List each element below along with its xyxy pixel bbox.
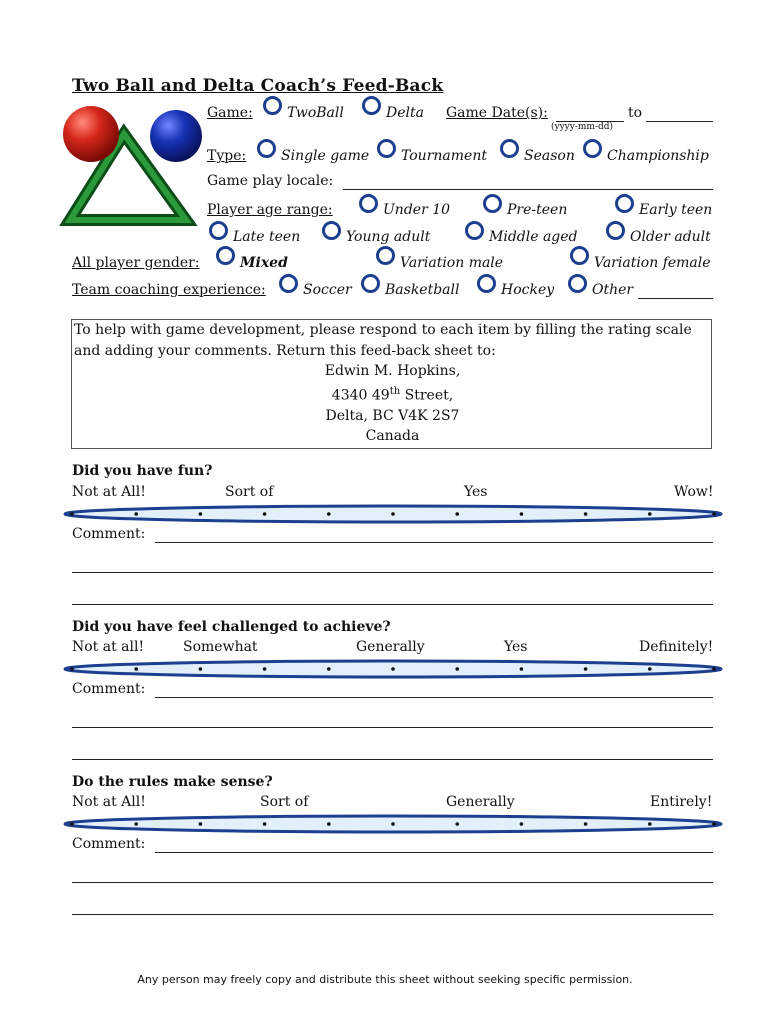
q1-label-1: Sort of (225, 484, 274, 500)
option-variation-female: Variation female (594, 255, 711, 271)
footer-note: Any person may freely copy and distribute this sheet without seeking specific permission. (137, 973, 633, 986)
scale-point[interactable] (584, 512, 588, 516)
red-ball-icon (63, 106, 119, 162)
question-1: Did you have fun? (72, 463, 213, 479)
q3-rating-scale[interactable] (62, 812, 724, 836)
scale-point[interactable] (327, 822, 331, 826)
age-label: Player age range: (207, 202, 333, 218)
option-young-adult: Young adult (346, 229, 431, 245)
q1-label-3: Wow! (674, 484, 714, 500)
scale-point[interactable] (520, 512, 524, 516)
scale-point[interactable] (584, 667, 588, 671)
scale-point[interactable] (263, 667, 267, 671)
radio-season[interactable] (500, 139, 519, 158)
logo-image (58, 104, 208, 228)
radio-single-game[interactable] (257, 139, 276, 158)
radio-variation-male[interactable] (376, 246, 395, 265)
locale-label: Game play locale: (207, 173, 334, 189)
q3-label-2: Generally (446, 794, 515, 810)
q3-label-1: Sort of (260, 794, 309, 810)
option-under-10: Under 10 (383, 202, 451, 218)
radio-basketball[interactable] (361, 274, 380, 293)
scale-point[interactable] (391, 512, 395, 516)
other-field[interactable] (638, 298, 713, 299)
option-variation-male: Variation male (400, 255, 504, 271)
option-older-adult: Older adult (630, 229, 711, 245)
q2-label-3: Yes (504, 639, 528, 655)
q2-comment-line-3[interactable] (72, 759, 713, 760)
q2-label-1: Somewhat (183, 639, 258, 655)
scale-point[interactable] (199, 822, 203, 826)
dates-to-label: to (628, 105, 643, 121)
radio-championship[interactable] (583, 139, 602, 158)
instructions-text: To help with game development, please respond to each item by filling the rating scale and adding your comments. Return this feed-back sheet to: (74, 322, 692, 359)
radio-older-adult[interactable] (606, 221, 625, 240)
scale-point[interactable] (712, 822, 716, 826)
q3-comment-line-3[interactable] (72, 914, 713, 915)
scale-point[interactable] (199, 512, 203, 516)
scale-point[interactable] (648, 822, 652, 826)
blue-ball-icon (150, 110, 202, 162)
contact-country: Canada (365, 428, 420, 445)
scale-point[interactable] (712, 512, 716, 516)
radio-mixed[interactable] (216, 246, 235, 265)
scale-point[interactable] (520, 822, 524, 826)
radio-twoball[interactable] (263, 96, 282, 115)
contact-street: 4340 49th Street, (331, 385, 454, 404)
radio-late-teen[interactable] (209, 221, 228, 240)
scale-point[interactable] (648, 512, 652, 516)
radio-young-adult[interactable] (322, 221, 341, 240)
type-label: Type: (207, 148, 247, 164)
option-pre-teen: Pre-teen (507, 202, 568, 218)
q2-label-4: Definitely! (639, 639, 714, 655)
date-format-hint: (yyyy-mm-dd) (551, 122, 614, 132)
scale-point[interactable] (327, 667, 331, 671)
q3-label-0: Not at All! (72, 794, 146, 810)
q2-label-0: Not at all! (72, 639, 145, 655)
option-mixed: Mixed (240, 255, 288, 271)
contact-city: Delta, BC V4K 2S7 (325, 407, 460, 424)
scale-point[interactable] (455, 667, 459, 671)
option-championship: Championship (607, 148, 709, 164)
radio-early-teen[interactable] (615, 194, 634, 213)
scale-point[interactable] (712, 667, 716, 671)
scale-point[interactable] (520, 667, 524, 671)
scale-point[interactable] (327, 512, 331, 516)
contact-name: Edwin M. Hopkins, (324, 363, 461, 379)
q1-label-0: Not at All! (72, 484, 146, 500)
scale-point[interactable] (134, 822, 138, 826)
option-tournament: Tournament (401, 148, 487, 164)
scale-point[interactable] (70, 512, 74, 516)
option-twoball: TwoBall (287, 105, 344, 121)
gender-label: All player gender: (72, 255, 200, 271)
radio-variation-female[interactable] (570, 246, 589, 265)
form-title: Two Ball and Delta Coach’s Feed-Back (72, 76, 444, 96)
q3-comment-line-1[interactable] (155, 852, 713, 853)
scale-point[interactable] (70, 667, 74, 671)
radio-middle-aged[interactable] (465, 221, 484, 240)
scale-point[interactable] (584, 822, 588, 826)
option-hockey: Hockey (501, 282, 555, 298)
question-2: Did you have feel challenged to achieve? (72, 619, 391, 635)
option-season: Season (524, 148, 575, 164)
question-3: Do the rules make sense? (72, 774, 273, 790)
radio-delta[interactable] (362, 96, 381, 115)
q2-comment-label: Comment: (72, 681, 146, 697)
scale-point[interactable] (199, 667, 203, 671)
option-soccer: Soccer (303, 282, 352, 298)
scale-point[interactable] (648, 667, 652, 671)
date-end-field[interactable] (646, 121, 713, 122)
q2-comment-line-1[interactable] (155, 697, 713, 698)
q2-rating-scale[interactable] (62, 657, 724, 681)
scale-point[interactable] (263, 512, 267, 516)
option-delta: Delta (386, 105, 424, 121)
radio-tournament[interactable] (377, 139, 396, 158)
q3-label-3: Entirely! (650, 794, 713, 810)
q1-comment-label: Comment: (72, 526, 146, 542)
scale-point[interactable] (455, 512, 459, 516)
radio-under-10[interactable] (359, 194, 378, 213)
q3-comment-label: Comment: (72, 836, 146, 852)
q1-label-2: Yes (464, 484, 488, 500)
q3-comment-line-2[interactable] (72, 882, 713, 883)
q1-comment-line-3[interactable] (72, 604, 713, 605)
q2-label-2: Generally (356, 639, 425, 655)
option-single-game: Single game (281, 148, 370, 164)
coaching-label: Team coaching experience: (72, 282, 266, 298)
scale-point[interactable] (391, 822, 395, 826)
game-dates-label: Game Date(s): (446, 105, 548, 121)
radio-other[interactable] (568, 274, 587, 293)
radio-pre-teen[interactable] (483, 194, 502, 213)
q1-comment-line-1[interactable] (155, 542, 713, 543)
option-early-teen: Early teen (639, 202, 713, 218)
q1-comment-line-2[interactable] (72, 572, 713, 573)
option-late-teen: Late teen (233, 229, 301, 245)
radio-soccer[interactable] (279, 274, 298, 293)
scale-point[interactable] (134, 667, 138, 671)
q2-comment-line-2[interactable] (72, 727, 713, 728)
radio-hockey[interactable] (477, 274, 496, 293)
game-label: Game: (207, 105, 253, 121)
option-basketball: Basketball (385, 282, 460, 298)
q1-rating-scale[interactable] (62, 502, 724, 526)
scale-point[interactable] (391, 667, 395, 671)
instructions-box (71, 319, 712, 449)
option-other: Other (592, 282, 634, 298)
option-middle-aged: Middle aged (489, 229, 578, 245)
scale-point[interactable] (70, 822, 74, 826)
scale-point[interactable] (263, 822, 267, 826)
scale-point[interactable] (455, 822, 459, 826)
scale-point[interactable] (134, 512, 138, 516)
locale-field[interactable] (343, 189, 713, 190)
